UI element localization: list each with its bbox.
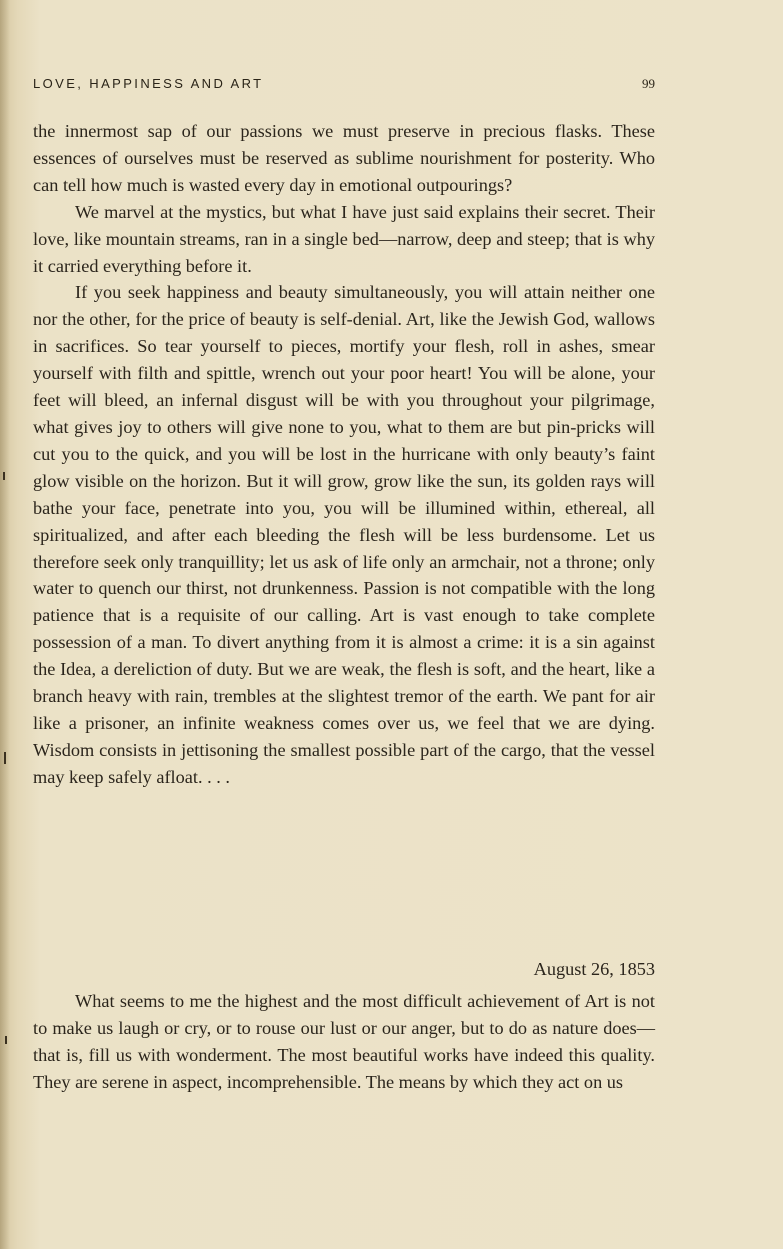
body-text: [33, 118, 655, 791]
body-text-continued: [33, 988, 655, 1096]
paragraph: What seems to me the highest and the most difficult achievement of Art is not to make us laugh or cry, or to rouse our lust or our anger, but to do as nature does—that is, fill us with wonderment. The most beautiful works have indeed this quality. They are serene in aspect, incomprehensible. The means by which they act on us: [33, 991, 655, 1092]
spine-shadow: [0, 0, 10, 1249]
page-number: 99: [642, 76, 655, 91]
running-head: LOVE, HAPPINESS AND ART: [33, 76, 264, 91]
paragraph: We marvel at the mystics, but what I have just said explains their secret. Their love, like mountain streams, ran in a single bed—narrow, deep and steep; that is why it carried everything before it.: [33, 201, 655, 276]
paragraph: the innermost sap of our passions we must preserve in precious flasks. These essences of ourselves must be reserved as sublime nourishment for posterity. Who can tell how much is wasted every day in emotional outpourings?: [33, 121, 655, 195]
margin-mark: [3, 472, 5, 480]
margin-mark: [4, 752, 6, 764]
paragraph: If you seek happiness and beauty simultaneously, you will attain neither one nor the other, for the price of beauty is self-denial. Art, like the Jewish God, wallows in sacrifices. So tear yourself to pieces, mortify your flesh, roll in ashes, smear yourself with filth and spittle, wrench out your poor heart! You will be alone, your feet will bleed, an infernal disgust will be with you throughout your pilgrimage, what gives joy to others will give none to you, what to them are but pin-pricks will cut you to the quick, and you will be lost in the hurricane with only beauty’s faint glow visible on the horizon. But it will grow, grow like the sun, its golden rays will bathe your face, penetrate into you, you will be illumined within, ethereal, all spiritualized, and after each bleeding the flesh will be less burdensome. Let us therefore seek only tranquillity; let us ask of life only an armchair, not a throne; only water to quench our thirst, not drunkenness. Passion is not compatible with the long patience that is a requisite of our calling. Art is vast enough to take complete possession of a man. To divert anything from it is almost a crime: it is a sin against the Idea, a dereliction of duty. But we are weak, the flesh is soft, and the heart, like a branch heavy with rain, trembles at the slightest tremor of the earth. We pant for air like a prisoner, an infinite weakness comes over us, we feel that we are dying. Wisdom consists in jettisoning the smallest possible part of the cargo, that the vessel may keep safely afloat. . . .: [33, 282, 655, 787]
dateline: August 26, 1853: [533, 959, 655, 979]
page-header: [33, 76, 655, 98]
margin-mark: [5, 1036, 7, 1044]
